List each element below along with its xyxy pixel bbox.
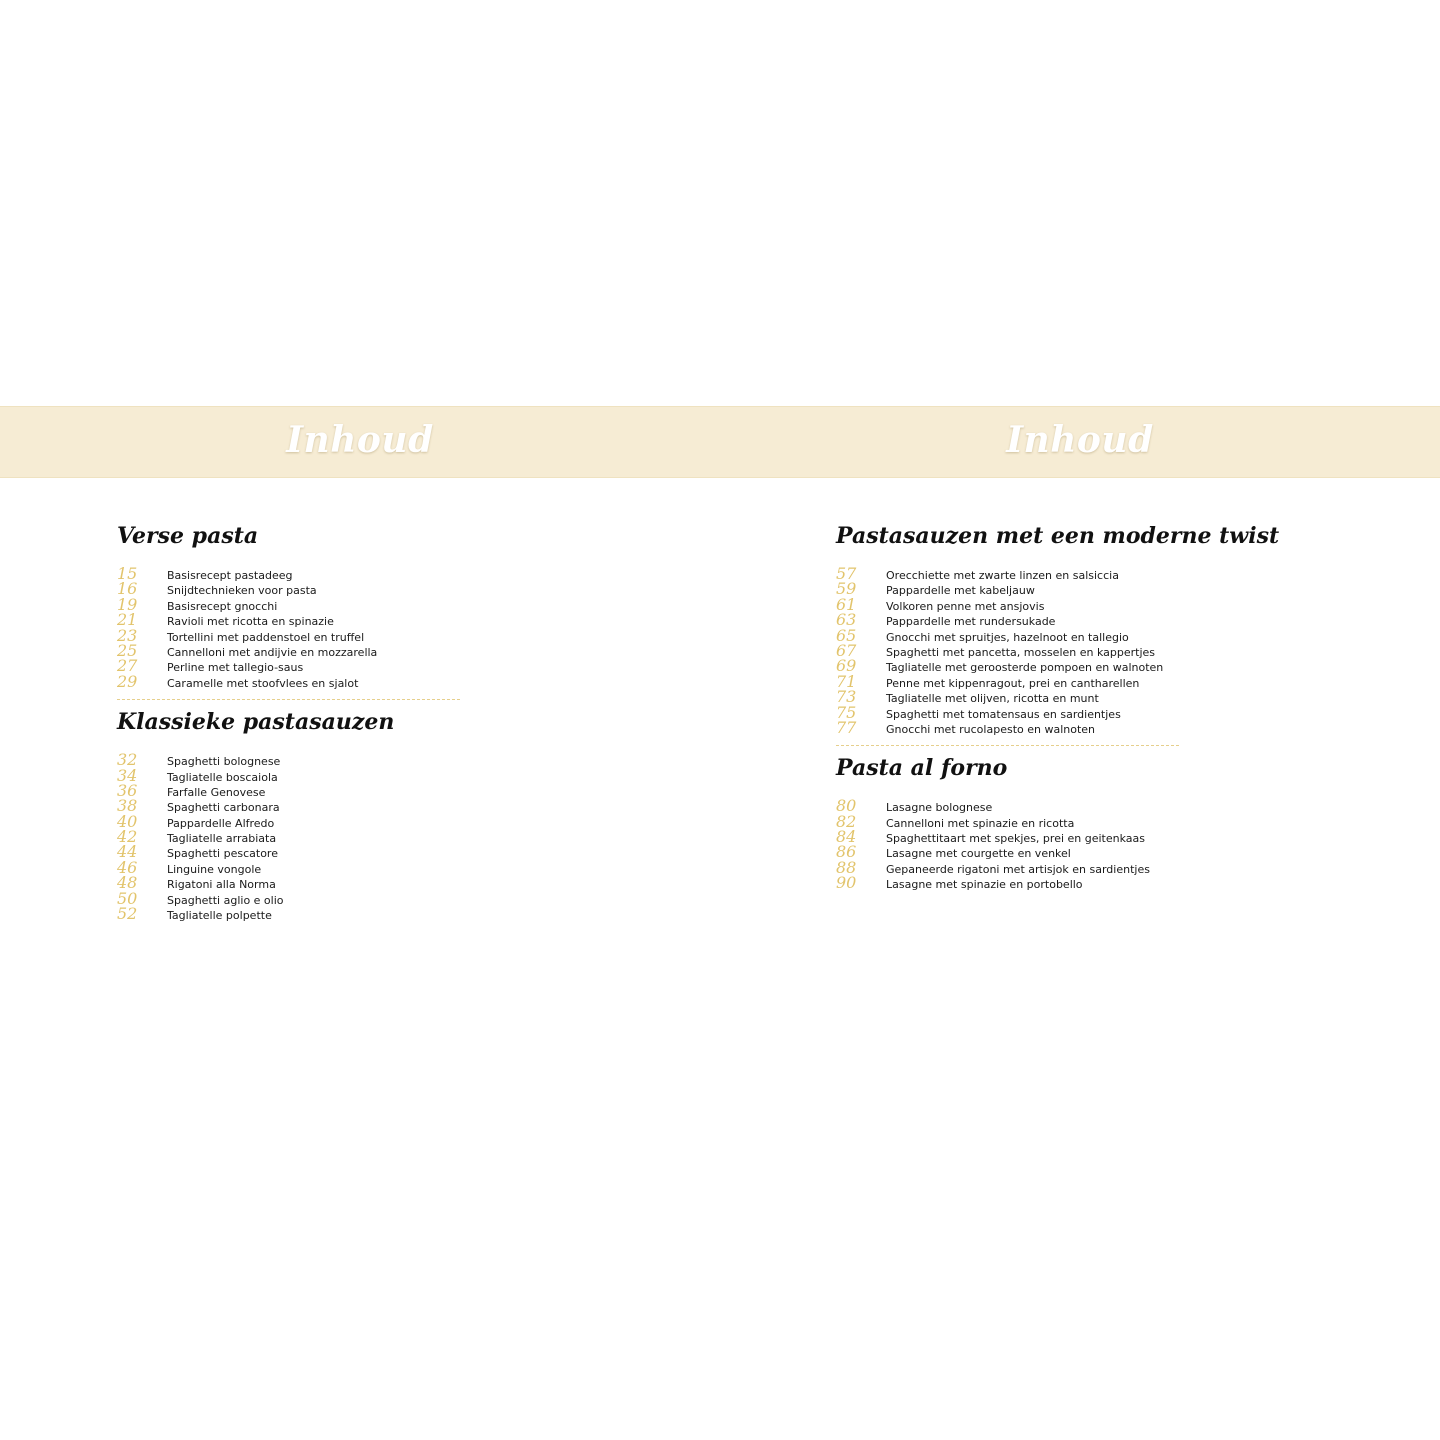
page-number: 69 bbox=[836, 656, 857, 676]
page-number: 90 bbox=[836, 873, 857, 893]
page-number: 50 bbox=[117, 888, 138, 908]
toc-list-verse-pasta bbox=[117, 566, 460, 689]
page-number: 29 bbox=[117, 671, 138, 691]
page-number: 52 bbox=[117, 904, 138, 924]
page-number: 15 bbox=[117, 564, 138, 583]
recipe-title: Spaghetti met pancetta, mosselen en kappertjes bbox=[886, 645, 1156, 659]
page-number: 57 bbox=[836, 564, 857, 583]
recipe-title: Lasagne bolognese bbox=[886, 801, 993, 815]
toc-entry bbox=[836, 717, 1179, 737]
toc-entry bbox=[836, 625, 1179, 645]
recipe-title: Pappardelle Alfredo bbox=[167, 816, 275, 830]
page-number: 32 bbox=[117, 750, 138, 770]
toc-entry bbox=[117, 827, 460, 847]
toc-entry bbox=[836, 566, 1179, 581]
page-number: 48 bbox=[117, 873, 138, 893]
toc-list-klassieke-pastasauzen bbox=[117, 750, 460, 924]
right-page-contents bbox=[836, 520, 1280, 893]
right-page-title: Inhoud bbox=[1006, 419, 1154, 461]
page-number: 73 bbox=[836, 687, 857, 707]
toc-list-moderne-twist bbox=[836, 566, 1179, 735]
recipe-title: Gepaneerde rigatoni met artisjok en sardientjes bbox=[886, 862, 1150, 876]
toc-list-pasta-al-forno bbox=[836, 796, 1179, 893]
toc-entry bbox=[836, 796, 1179, 816]
section-divider bbox=[117, 699, 460, 700]
toc-entry bbox=[117, 579, 460, 599]
page-number: 88 bbox=[836, 857, 857, 877]
recipe-title: Linguine vongole bbox=[167, 862, 262, 876]
page-number: 36 bbox=[117, 780, 138, 800]
toc-entry bbox=[836, 594, 1179, 614]
page-number: 84 bbox=[836, 827, 857, 847]
page-number: 65 bbox=[836, 625, 857, 645]
page-number: 86 bbox=[836, 842, 857, 862]
title-banner bbox=[0, 406, 1440, 478]
toc-entry bbox=[836, 827, 1179, 847]
recipe-title: Penne met kippenragout, prei en cantharellen bbox=[886, 676, 1140, 690]
toc-entry bbox=[117, 873, 460, 893]
page-number: 80 bbox=[836, 796, 857, 816]
page-number: 71 bbox=[836, 671, 857, 691]
page-number: 75 bbox=[836, 702, 857, 722]
recipe-title: Basisrecept gnocchi bbox=[167, 599, 278, 613]
toc-entry bbox=[117, 765, 460, 785]
recipe-title: Tagliatelle met olijven, ricotta en munt bbox=[886, 692, 1099, 706]
recipe-title: Orecchiette met zwarte linzen en salsiccia bbox=[886, 569, 1119, 582]
recipe-title: Spaghetti bolognese bbox=[167, 755, 281, 769]
recipe-title: Gnocchi met rucolapesto en walnoten bbox=[886, 722, 1096, 736]
recipe-title: Perline met tallegio-saus bbox=[167, 661, 304, 675]
toc-entry bbox=[117, 594, 460, 614]
section-heading-pasta-al-forno: Pasta al forno bbox=[836, 755, 1008, 782]
page-number: 19 bbox=[117, 594, 138, 614]
page-number: 40 bbox=[117, 811, 138, 831]
recipe-title: Cannelloni met andijvie en mozzarella bbox=[167, 645, 378, 659]
page-number: 16 bbox=[117, 579, 138, 599]
recipe-title: Spaghettitaart met spekjes, prei en geitenkaas bbox=[886, 832, 1145, 846]
toc-entry bbox=[836, 873, 1179, 893]
recipe-title: Spaghetti aglio e olio bbox=[167, 893, 284, 907]
section-heading-klassieke-pastasauzen: Klassieke pastasauzen bbox=[117, 709, 395, 736]
recipe-title: Pappardelle met kabeljauw bbox=[886, 584, 1035, 598]
toc-entry bbox=[836, 687, 1179, 707]
page-number: 25 bbox=[117, 640, 138, 660]
recipe-title: Caramelle met stoofvlees en sjalot bbox=[167, 676, 359, 690]
recipe-title: Ravioli met ricotta en spinazie bbox=[167, 615, 334, 629]
toc-entry bbox=[836, 671, 1179, 691]
page-number: 82 bbox=[836, 811, 857, 831]
toc-entry bbox=[117, 796, 460, 816]
toc-entry bbox=[117, 566, 460, 581]
recipe-title: Pappardelle met rundersukade bbox=[886, 615, 1056, 629]
recipe-title: Volkoren penne met ansjovis bbox=[886, 599, 1045, 613]
recipe-title: Farfalle Genovese bbox=[167, 785, 266, 799]
toc-entry bbox=[836, 579, 1179, 599]
recipe-title: Spaghetti met tomatensaus en sardientjes bbox=[886, 707, 1121, 721]
toc-entry bbox=[117, 780, 460, 800]
toc-entry bbox=[117, 671, 460, 691]
toc-entry bbox=[836, 857, 1179, 877]
left-page-title: Inhoud bbox=[286, 419, 434, 461]
toc-entry bbox=[836, 842, 1179, 862]
toc-entry bbox=[836, 702, 1179, 722]
toc-entry bbox=[117, 857, 460, 877]
page-number: 27 bbox=[117, 656, 138, 676]
recipe-title: Basisrecept pastadeeg bbox=[167, 569, 293, 582]
recipe-title: Rigatoni alla Norma bbox=[167, 878, 276, 892]
page-number: 63 bbox=[836, 610, 857, 630]
recipe-title: Spaghetti carbonara bbox=[167, 801, 280, 815]
recipe-title: Tagliatelle boscaiola bbox=[167, 770, 278, 784]
section-heading-verse-pasta: Verse pasta bbox=[117, 523, 259, 549]
toc-entry bbox=[836, 811, 1179, 831]
toc-entry bbox=[836, 656, 1179, 676]
recipe-title: Spaghetti pescatore bbox=[167, 847, 278, 861]
recipe-title: Lasagne met courgette en venkel bbox=[886, 847, 1071, 861]
toc-entry bbox=[117, 640, 460, 660]
toc-entry bbox=[117, 610, 460, 630]
page-number: 61 bbox=[836, 594, 857, 614]
page-number: 44 bbox=[117, 842, 138, 862]
toc-entry bbox=[836, 640, 1179, 660]
page-number: 77 bbox=[836, 717, 857, 737]
left-page-contents bbox=[117, 520, 460, 924]
page-number: 67 bbox=[836, 640, 857, 660]
section-heading-moderne-twist: Pastasauzen met een moderne twist bbox=[836, 523, 1280, 549]
section-divider bbox=[836, 745, 1179, 746]
page-number: 23 bbox=[117, 625, 138, 645]
toc-entry bbox=[117, 904, 460, 924]
toc-entry bbox=[117, 750, 460, 770]
recipe-title: Tagliatelle arrabiata bbox=[167, 832, 277, 846]
toc-entry bbox=[117, 842, 460, 862]
recipe-title: Gnocchi met spruitjes, hazelnoot en tallegio bbox=[886, 630, 1129, 644]
toc-entry bbox=[117, 625, 460, 645]
recipe-title: Cannelloni met spinazie en ricotta bbox=[886, 816, 1075, 830]
recipe-title: Tagliatelle met geroosterde pompoen en walnoten bbox=[886, 661, 1164, 675]
page-number: 42 bbox=[117, 827, 138, 847]
toc-entry bbox=[117, 811, 460, 831]
toc-entry bbox=[836, 610, 1179, 630]
page-number: 21 bbox=[117, 610, 138, 630]
page-number: 59 bbox=[836, 579, 857, 599]
recipe-title: Lasagne met spinazie en portobello bbox=[886, 878, 1083, 892]
page-number: 38 bbox=[117, 796, 138, 816]
recipe-title: Snijdtechnieken voor pasta bbox=[167, 584, 317, 598]
page-number: 34 bbox=[117, 765, 138, 785]
toc-entry bbox=[117, 888, 460, 908]
page-number: 46 bbox=[117, 857, 138, 877]
recipe-title: Tagliatelle polpette bbox=[167, 909, 272, 923]
recipe-title: Tortellini met paddenstoel en truffel bbox=[167, 630, 365, 644]
toc-entry bbox=[117, 656, 460, 676]
